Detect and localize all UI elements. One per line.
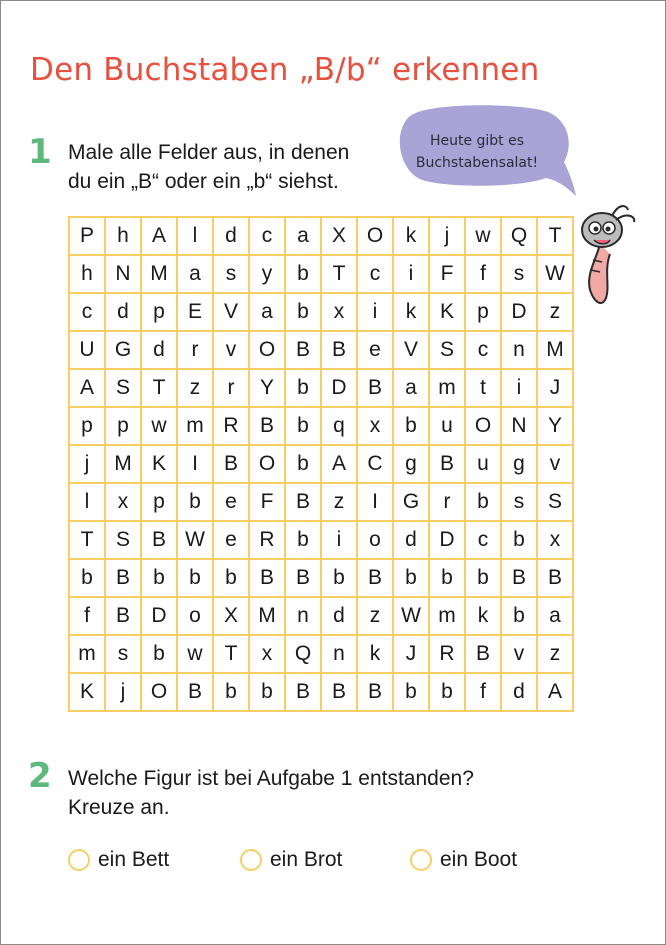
grid-cell[interactable]: y <box>250 256 286 294</box>
task-2-line-1: Welche Figur ist bei Aufgabe 1 entstanden? <box>68 767 474 790</box>
grid-cell[interactable]: K <box>70 674 106 712</box>
grid-cell[interactable]: K <box>142 446 178 484</box>
grid-cell[interactable]: f <box>466 256 502 294</box>
grid-cell[interactable]: a <box>538 598 574 636</box>
option-bett[interactable] <box>68 848 169 872</box>
grid-cell[interactable]: R <box>250 522 286 560</box>
grid-cell[interactable]: z <box>322 484 358 522</box>
grid-cell[interactable]: z <box>538 636 574 674</box>
grid-cell[interactable]: c <box>250 218 286 256</box>
task-2-instruction <box>68 764 474 822</box>
grid-cell[interactable]: s <box>106 636 142 674</box>
grid-cell[interactable]: m <box>178 408 214 446</box>
grid-cell[interactable]: s <box>214 256 250 294</box>
grid-cell[interactable]: b <box>394 408 430 446</box>
grid-cell[interactable]: B <box>538 560 574 598</box>
grid-cell[interactable]: B <box>286 484 322 522</box>
grid-cell[interactable]: C <box>358 446 394 484</box>
grid-cell[interactable]: A <box>538 674 574 712</box>
grid-cell[interactable]: T <box>70 522 106 560</box>
grid-cell[interactable]: D <box>502 294 538 332</box>
grid-cell[interactable]: N <box>106 256 142 294</box>
grid-cell[interactable]: Q <box>286 636 322 674</box>
grid-cell[interactable]: d <box>106 294 142 332</box>
grid-cell[interactable]: c <box>466 522 502 560</box>
grid-cell[interactable]: S <box>538 484 574 522</box>
grid-cell[interactable]: N <box>502 408 538 446</box>
grid-cell[interactable]: b <box>502 522 538 560</box>
grid-cell[interactable]: a <box>286 218 322 256</box>
worm-mascot-icon <box>560 200 640 310</box>
grid-cell[interactable]: z <box>178 370 214 408</box>
grid-cell[interactable]: S <box>430 332 466 370</box>
grid-cell[interactable]: x <box>358 408 394 446</box>
grid-cell[interactable]: p <box>70 408 106 446</box>
task-1-instruction <box>68 138 349 196</box>
option-boot[interactable] <box>410 848 517 872</box>
grid-cell[interactable]: p <box>142 294 178 332</box>
bubble-line-2: Buchstabensalat! <box>415 155 539 171</box>
grid-cell[interactable]: b <box>70 560 106 598</box>
grid-cell[interactable]: B <box>214 446 250 484</box>
grid-cell[interactable]: F <box>250 484 286 522</box>
grid-cell[interactable]: M <box>250 598 286 636</box>
grid-cell[interactable]: x <box>322 294 358 332</box>
grid-cell[interactable]: c <box>358 256 394 294</box>
grid-cell[interactable]: D <box>322 370 358 408</box>
grid-cell[interactable]: M <box>106 446 142 484</box>
grid-cell[interactable]: b <box>286 370 322 408</box>
grid-cell[interactable]: O <box>250 332 286 370</box>
grid-cell[interactable]: B <box>322 332 358 370</box>
grid-cell[interactable]: K <box>430 294 466 332</box>
grid-cell[interactable]: T <box>538 218 574 256</box>
grid-cell[interactable]: B <box>502 560 538 598</box>
task-1-number: 1 <box>28 132 52 172</box>
grid-cell[interactable]: f <box>466 674 502 712</box>
grid-cell[interactable]: W <box>394 598 430 636</box>
grid-cell[interactable]: n <box>502 332 538 370</box>
grid-cell[interactable]: r <box>178 332 214 370</box>
grid-cell[interactable]: x <box>106 484 142 522</box>
grid-cell[interactable]: i <box>322 522 358 560</box>
grid-cell[interactable]: B <box>250 560 286 598</box>
grid-cell[interactable]: J <box>538 370 574 408</box>
page-title: Den Buchstaben „B/b“ erkennen <box>30 52 540 88</box>
grid-cell[interactable]: D <box>142 598 178 636</box>
grid-cell[interactable]: J <box>394 636 430 674</box>
grid-cell[interactable]: V <box>394 332 430 370</box>
grid-cell[interactable]: B <box>358 674 394 712</box>
grid-cell[interactable]: b <box>214 560 250 598</box>
grid-cell[interactable]: R <box>430 636 466 674</box>
grid-cell[interactable]: O <box>466 408 502 446</box>
grid-cell[interactable]: w <box>142 408 178 446</box>
grid-cell[interactable]: e <box>358 332 394 370</box>
grid-cell[interactable]: U <box>70 332 106 370</box>
option-brot[interactable] <box>240 848 342 872</box>
grid-cell[interactable]: c <box>466 332 502 370</box>
grid-cell[interactable]: j <box>106 674 142 712</box>
grid-cell[interactable]: V <box>214 294 250 332</box>
grid-cell[interactable]: k <box>394 294 430 332</box>
grid-cell[interactable]: X <box>322 218 358 256</box>
grid-cell[interactable]: k <box>358 636 394 674</box>
grid-cell[interactable]: i <box>394 256 430 294</box>
grid-cell[interactable]: w <box>466 218 502 256</box>
grid-cell[interactable]: b <box>430 560 466 598</box>
grid-cell[interactable]: A <box>322 446 358 484</box>
grid-cell[interactable]: z <box>358 598 394 636</box>
grid-cell[interactable]: G <box>106 332 142 370</box>
grid-cell[interactable]: S <box>106 522 142 560</box>
grid-cell[interactable]: d <box>214 218 250 256</box>
grid-cell[interactable]: g <box>502 446 538 484</box>
grid-cell[interactable]: b <box>178 484 214 522</box>
grid-cell[interactable]: v <box>538 446 574 484</box>
grid-cell[interactable]: B <box>358 370 394 408</box>
grid-cell[interactable]: h <box>106 218 142 256</box>
grid-cell[interactable]: T <box>142 370 178 408</box>
grid-cell[interactable]: n <box>286 598 322 636</box>
task-2-line-2: Kreuze an. <box>68 796 170 819</box>
grid-cell[interactable]: p <box>142 484 178 522</box>
grid-cell[interactable]: o <box>358 522 394 560</box>
grid-cell[interactable]: f <box>70 598 106 636</box>
bubble-line-1: Heute gibt es <box>429 133 525 149</box>
grid-cell[interactable]: A <box>142 218 178 256</box>
grid-cell[interactable]: M <box>538 332 574 370</box>
grid-cell[interactable]: l <box>70 484 106 522</box>
grid-cell[interactable]: B <box>142 522 178 560</box>
grid-cell[interactable]: B <box>178 674 214 712</box>
grid-cell[interactable]: j <box>430 218 466 256</box>
task-1-line-1: Male alle Felder aus, in denen <box>68 141 350 164</box>
task-1-line-2: du ein „B“ oder ein „b“ siehst. <box>68 170 339 193</box>
grid-cell[interactable]: X <box>214 598 250 636</box>
grid-cell[interactable]: r <box>214 370 250 408</box>
grid-cell[interactable]: b <box>286 446 322 484</box>
grid-cell[interactable]: k <box>394 218 430 256</box>
grid-cell[interactable]: n <box>322 636 358 674</box>
grid-cell[interactable]: b <box>394 560 430 598</box>
grid-cell[interactable]: b <box>214 674 250 712</box>
grid-cell[interactable]: p <box>106 408 142 446</box>
checkbox-circle-icon[interactable] <box>410 849 432 871</box>
grid-cell[interactable]: d <box>394 522 430 560</box>
grid-cell[interactable]: a <box>250 294 286 332</box>
grid-cell[interactable]: b <box>466 484 502 522</box>
grid-cell[interactable]: b <box>430 674 466 712</box>
grid-cell[interactable]: e <box>214 522 250 560</box>
grid-cell[interactable]: B <box>106 598 142 636</box>
task-2-number: 2 <box>28 756 52 796</box>
grid-cell[interactable]: q <box>322 408 358 446</box>
grid-cell[interactable]: B <box>250 408 286 446</box>
grid-cell[interactable]: O <box>142 674 178 712</box>
grid-cell[interactable]: b <box>286 408 322 446</box>
grid-cell[interactable]: b <box>178 560 214 598</box>
grid-cell[interactable]: b <box>286 294 322 332</box>
grid-cell[interactable]: u <box>466 446 502 484</box>
option-label: ein Bett <box>98 848 170 871</box>
grid-cell[interactable]: B <box>322 674 358 712</box>
grid-cell[interactable]: b <box>322 560 358 598</box>
letter-grid <box>68 216 574 712</box>
grid-cell[interactable]: B <box>466 636 502 674</box>
grid-cell[interactable]: R <box>214 408 250 446</box>
grid-cell[interactable]: i <box>502 370 538 408</box>
grid-cell[interactable]: T <box>322 256 358 294</box>
grid-cell[interactable]: b <box>502 598 538 636</box>
grid-cell[interactable]: v <box>502 636 538 674</box>
grid-cell[interactable]: z <box>538 294 574 332</box>
grid-cell[interactable]: a <box>178 256 214 294</box>
grid-cell[interactable]: o <box>178 598 214 636</box>
grid-cell[interactable]: p <box>466 294 502 332</box>
grid-cell[interactable]: b <box>142 636 178 674</box>
grid-cell[interactable]: b <box>142 560 178 598</box>
grid-cell[interactable]: T <box>214 636 250 674</box>
option-label: ein Brot <box>270 848 343 871</box>
grid-cell[interactable]: h <box>70 256 106 294</box>
grid-cell[interactable]: s <box>502 484 538 522</box>
grid-cell[interactable]: I <box>178 446 214 484</box>
grid-cell[interactable]: d <box>142 332 178 370</box>
grid-cell[interactable]: d <box>322 598 358 636</box>
grid-cell[interactable]: l <box>178 218 214 256</box>
checkbox-circle-icon[interactable] <box>240 849 262 871</box>
grid-cell[interactable]: W <box>178 522 214 560</box>
grid-cell[interactable]: s <box>502 256 538 294</box>
grid-cell[interactable]: d <box>502 674 538 712</box>
grid-cell[interactable]: I <box>358 484 394 522</box>
grid-cell[interactable]: e <box>214 484 250 522</box>
grid-cell[interactable]: E <box>178 294 214 332</box>
grid-cell[interactable]: a <box>394 370 430 408</box>
option-label: ein Boot <box>440 848 518 871</box>
grid-cell[interactable]: w <box>178 636 214 674</box>
grid-cell[interactable]: k <box>466 598 502 636</box>
grid-cell[interactable]: x <box>250 636 286 674</box>
grid-cell[interactable]: Q <box>502 218 538 256</box>
grid-cell[interactable]: B <box>358 560 394 598</box>
grid-cell[interactable]: b <box>394 674 430 712</box>
grid-cell[interactable]: b <box>250 674 286 712</box>
grid-cell[interactable]: u <box>430 408 466 446</box>
grid-cell[interactable]: O <box>250 446 286 484</box>
grid-cell[interactable]: S <box>106 370 142 408</box>
grid-cell[interactable]: m <box>430 598 466 636</box>
grid-cell[interactable]: g <box>394 446 430 484</box>
grid-cell[interactable]: F <box>430 256 466 294</box>
grid-cell[interactable]: m <box>430 370 466 408</box>
grid-cell[interactable]: Y <box>538 408 574 446</box>
grid-cell[interactable]: A <box>70 370 106 408</box>
grid-cell[interactable]: b <box>286 522 322 560</box>
grid-cell[interactable]: r <box>430 484 466 522</box>
grid-cell[interactable]: i <box>358 294 394 332</box>
grid-cell[interactable]: W <box>538 256 574 294</box>
grid-cell[interactable]: x <box>538 522 574 560</box>
grid-cell[interactable]: D <box>430 522 466 560</box>
grid-cell[interactable]: Y <box>250 370 286 408</box>
grid-cell[interactable]: G <box>394 484 430 522</box>
grid-cell[interactable]: B <box>286 332 322 370</box>
grid-cell[interactable]: B <box>430 446 466 484</box>
speech-bubble <box>398 104 576 196</box>
grid-cell[interactable]: v <box>214 332 250 370</box>
grid-cell[interactable]: m <box>70 636 106 674</box>
grid-cell[interactable]: j <box>70 446 106 484</box>
grid-cell[interactable]: O <box>358 218 394 256</box>
grid-cell[interactable]: B <box>106 560 142 598</box>
grid-cell[interactable]: B <box>286 560 322 598</box>
checkbox-circle-icon[interactable] <box>68 849 90 871</box>
grid-cell[interactable]: P <box>70 218 106 256</box>
grid-cell[interactable]: t <box>466 370 502 408</box>
grid-cell[interactable]: c <box>70 294 106 332</box>
grid-cell[interactable]: B <box>286 674 322 712</box>
grid-cell[interactable]: M <box>142 256 178 294</box>
grid-cell[interactable]: b <box>286 256 322 294</box>
grid-cell[interactable]: b <box>466 560 502 598</box>
